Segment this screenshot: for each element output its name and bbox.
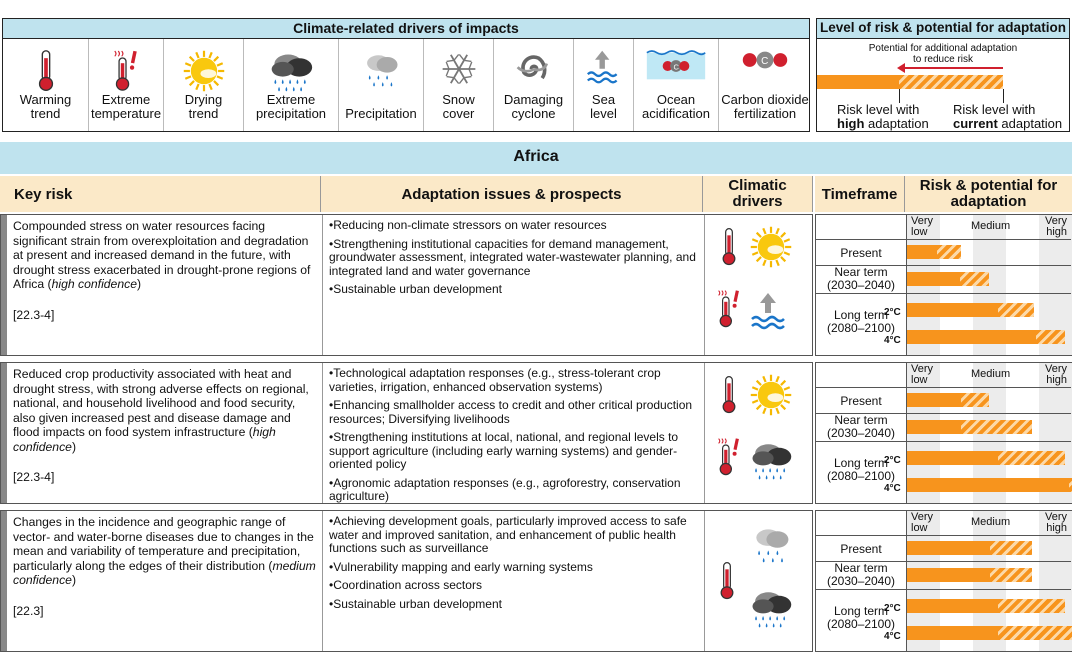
drivers-legend <box>2 39 810 132</box>
adaptation-issue: • Strengthening institutional capacities for demand management, groundwater assessment, integrated water-wastewater planning, and integrated land and water governance <box>329 238 698 279</box>
reference: [22.3-4] <box>13 470 55 484</box>
driver-label-2: precipitation <box>255 106 327 121</box>
adaptation-issue: • Coordination across sectors <box>329 579 698 593</box>
risk-bar-high-adaptation <box>907 245 937 259</box>
timeframe-long-2: (2080–2100) <box>826 469 896 483</box>
thermometer-extreme-icon <box>717 435 741 484</box>
scenario-2c: 2°C <box>884 455 901 466</box>
scenario-2c: 2°C <box>884 307 901 318</box>
rain-cloud-icon <box>749 523 793 572</box>
risk-header: Risk & potential for adaptation <box>905 176 1072 212</box>
risk-bar-high-adaptation <box>907 599 998 613</box>
scale-very-low-2: low <box>911 522 928 534</box>
current-adaptation-rest: adaptation <box>997 116 1063 131</box>
legend-bar-solid <box>817 75 899 89</box>
svg-text:C: C <box>673 62 679 72</box>
scale-very-low-2: low <box>911 374 928 386</box>
driver-label-1: Damaging <box>503 92 564 107</box>
risk-bar-high-adaptation <box>907 330 1036 344</box>
risk-bar-current-adaptation <box>961 420 1032 434</box>
timeframe-present: Present <box>840 246 882 260</box>
key-risk-row <box>0 510 813 652</box>
risk-legend-title: Level of risk & potential for adaptation <box>816 18 1070 39</box>
sun-icon <box>749 225 793 274</box>
potential-arrowhead-icon <box>897 63 905 73</box>
adaptation-issue: • Reducing non-climate stressors on water resources <box>329 219 698 233</box>
driver-label-2: temperature <box>90 106 162 121</box>
scale-very-high-1: Very <box>1044 363 1067 375</box>
potential-arrow <box>901 67 1003 69</box>
adaptation-issue: • Achieving development goals, particularly improved access to safe water and improved sanitation, and enhancement of public health functions such as surveillance <box>329 515 698 556</box>
high-adaptation-label-1: Risk level with <box>837 102 920 117</box>
sun-icon <box>182 49 226 96</box>
thermometer-icon <box>719 225 739 274</box>
risk-bar-high-adaptation <box>907 478 1069 492</box>
adaptation-issues-list <box>322 363 704 503</box>
climatic-drivers-cell <box>704 511 814 651</box>
driver-8 <box>633 39 718 131</box>
driver-label-1: Extreme <box>266 92 316 107</box>
driver-label-1: Ocean <box>656 92 696 107</box>
driver-label-1: Extreme <box>101 92 151 107</box>
rain-cloud-icon <box>361 49 401 94</box>
thermometer-icon <box>35 49 57 96</box>
timeframe-near-2: (2030–2040) <box>826 574 896 588</box>
driver-1 <box>88 39 163 131</box>
driver-label-2: acidification <box>642 106 710 121</box>
driver-2 <box>163 39 243 131</box>
sun-icon <box>749 373 793 422</box>
ocean-acidification-icon <box>646 49 706 86</box>
timeframe-header: Timeframe <box>815 176 905 212</box>
scale-very-low-2: low <box>911 226 928 238</box>
scale-very-low-1: Very <box>911 215 934 227</box>
driver-label-1: Carbon dioxide <box>721 92 809 107</box>
timeframe-near-1: Near term <box>834 265 888 279</box>
thermometer-icon <box>717 559 737 608</box>
current-adaptation-bold: current <box>953 116 998 131</box>
legend-bar-hatch <box>899 75 1003 89</box>
driver-label-1: Precipitation <box>345 106 417 121</box>
confidence-label: high confidence <box>51 277 137 291</box>
risk-bar-current-adaptation <box>960 272 990 286</box>
scale-medium: Medium <box>971 220 1011 232</box>
adaptation-issue: • Technological adaptation responses (e.g., stress-tolerant crop varieties, irrigation, enhanced observation systems) <box>329 367 698 394</box>
driver-label-2: fertilization <box>733 106 797 121</box>
adaptation-issue: • Agronomic adaptation responses (e.g., agroforestry, conservation agriculture) <box>329 477 698 504</box>
confidence-label: medium confidence <box>13 558 316 587</box>
scenario-2c: 2°C <box>884 603 901 614</box>
driver-label-2: cyclone <box>511 106 556 121</box>
current-adaptation-label-1: Risk level with <box>953 102 1036 117</box>
scenario-4c: 4°C <box>884 483 901 494</box>
timeframe-near-1: Near term <box>834 561 888 575</box>
reference: [22.3-4] <box>13 307 55 322</box>
scale-medium: Medium <box>971 368 1011 380</box>
risk-legend <box>816 39 1070 132</box>
heavy-rain-icon <box>268 49 314 98</box>
timeframe-near-1: Near term <box>834 413 888 427</box>
risk-bar-current-adaptation <box>990 541 1033 555</box>
scale-very-low-1: Very <box>911 363 934 375</box>
timeframe-present: Present <box>840 542 882 556</box>
adaptation-issue: • Sustainable urban development <box>329 598 698 612</box>
driver-label-2: trend <box>188 106 219 121</box>
sea-level-icon <box>586 49 622 88</box>
risk-bar-current-adaptation <box>937 245 962 259</box>
timeframe-present: Present <box>840 394 882 408</box>
risk-bar-current-adaptation <box>998 451 1066 465</box>
driver-5 <box>423 39 493 131</box>
drivers-header: Climatic drivers <box>703 176 813 212</box>
thermometer-extreme-icon <box>717 287 741 336</box>
cyclone-icon <box>514 49 554 92</box>
climatic-drivers-cell <box>704 215 814 355</box>
drivers-legend-title: Climate-related drivers of impacts <box>2 18 810 39</box>
risk-panel <box>815 362 1072 504</box>
risk-bar-current-adaptation <box>998 626 1072 640</box>
scale-very-high-1: Very <box>1044 215 1067 227</box>
risk-bar-high-adaptation <box>907 420 961 434</box>
driver-4 <box>338 39 423 131</box>
driver-label-2: trend <box>30 106 61 121</box>
reference: [22.3] <box>13 603 44 618</box>
adaptation-issue: • Sustainable urban development <box>329 283 698 297</box>
driver-label-1: Sea <box>591 92 616 107</box>
driver-label-2: cover <box>442 106 475 121</box>
key-risk-text: Changes in the incidence and geographic range of vector- and water-borne diseases due to changes in the mean and variability of temperature and precipitation, particularly along the edges of their distribution (medium confidence) [22.3] <box>13 515 316 618</box>
driver-label-2: level <box>590 106 617 121</box>
risk-panel <box>815 510 1072 652</box>
scale-medium: Medium <box>971 516 1011 528</box>
snowflake-icon <box>439 49 479 92</box>
heavy-rain-icon <box>749 587 793 636</box>
adaptation-issues-list <box>322 215 704 355</box>
driver-9 <box>718 39 811 131</box>
adaptation-issue: • Strengthening institutions at local, national, and regional levels to support agriculture (including early warning systems) and gender-oriented policy <box>329 431 698 472</box>
risk-bar-current-adaptation <box>961 393 989 407</box>
scale-very-high-1: Very <box>1044 511 1067 523</box>
climatic-drivers-cell <box>704 363 814 503</box>
timeframe-near-2: (2030–2040) <box>826 278 896 292</box>
confidence-label: high confidence <box>13 425 276 454</box>
driver-3 <box>243 39 338 131</box>
timeframe-near-2: (2030–2040) <box>826 426 896 440</box>
driver-7 <box>573 39 633 131</box>
driver-0 <box>3 39 88 131</box>
driver-label-1: Drying <box>184 92 223 107</box>
key-risk-text: Reduced crop productivity associated with heat and drought stress, with strong adverse effects on regional, national, and household livelihood and food security, also given increased pest and disease damage and flood impacts on food system infrastructure (high confidence) [22.3-4] <box>1 363 322 503</box>
driver-label-1: Snow <box>442 92 475 107</box>
risk-bar-high-adaptation <box>907 393 961 407</box>
co2-molecule-icon <box>742 49 788 74</box>
issues-header: Adaptation issues & prospects <box>321 176 703 212</box>
scale-very-high-2: high <box>1046 374 1067 386</box>
risk-bar-current-adaptation <box>998 303 1034 317</box>
scale-very-high-2: high <box>1046 522 1067 534</box>
risk-bar-high-adaptation <box>907 541 990 555</box>
key-risk-header: Key risk <box>0 176 321 212</box>
heavy-rain-icon <box>749 439 793 488</box>
risk-bar-high-adaptation <box>907 568 990 582</box>
high-adaptation-bold: high <box>837 116 865 131</box>
risk-bar-high-adaptation <box>907 272 960 286</box>
risk-bar-current-adaptation <box>998 599 1066 613</box>
scale-very-high-2: high <box>1046 226 1067 238</box>
sea-level-icon <box>749 291 791 336</box>
adaptation-issues-list <box>322 511 704 651</box>
risk-panel <box>815 214 1072 356</box>
risk-bar-high-adaptation <box>907 626 998 640</box>
potential-label-2: to reduce risk <box>912 54 974 65</box>
potential-label-1: Potential for additional adaptation <box>868 43 1018 54</box>
scale-very-low-1: Very <box>911 511 934 523</box>
scenario-4c: 4°C <box>884 335 901 346</box>
driver-6 <box>493 39 573 131</box>
timeframe-long-2: (2080–2100) <box>826 617 896 631</box>
thermometer-extreme-icon <box>113 49 139 96</box>
timeframe-long-1: Long term <box>833 456 889 470</box>
svg-text:C: C <box>761 55 769 67</box>
key-risk-row <box>0 362 813 504</box>
key-risk-text: Compounded stress on water resources facing significant strain from overexploitation and degradation at present and increased demand in the future, with drought stress exacerbated in drought-prone regions of Africa (high confidence) [22.3-4] <box>1 215 322 355</box>
timeframe-long-2: (2080–2100) <box>826 321 896 335</box>
key-risk-row <box>0 214 813 356</box>
risk-bar-high-adaptation <box>907 451 998 465</box>
risk-bar-current-adaptation <box>1036 330 1066 344</box>
high-adaptation-rest: adaptation <box>864 116 929 131</box>
region-title: Africa <box>0 142 1072 174</box>
timeframe-long-1: Long term <box>833 308 889 322</box>
risk-bar-high-adaptation <box>907 303 998 317</box>
adaptation-issue: • Vulnerability mapping and early warning systems <box>329 561 698 575</box>
timeframe-long-1: Long term <box>833 604 889 618</box>
adaptation-issue: • Enhancing smallholder access to credit and other critical production resources; Diversifying livelihoods <box>329 399 698 426</box>
thermometer-icon <box>719 373 739 422</box>
scenario-4c: 4°C <box>884 631 901 642</box>
risk-bar-current-adaptation <box>1069 478 1072 492</box>
risk-bar-current-adaptation <box>990 568 1033 582</box>
driver-label-1: Warming <box>19 92 72 107</box>
